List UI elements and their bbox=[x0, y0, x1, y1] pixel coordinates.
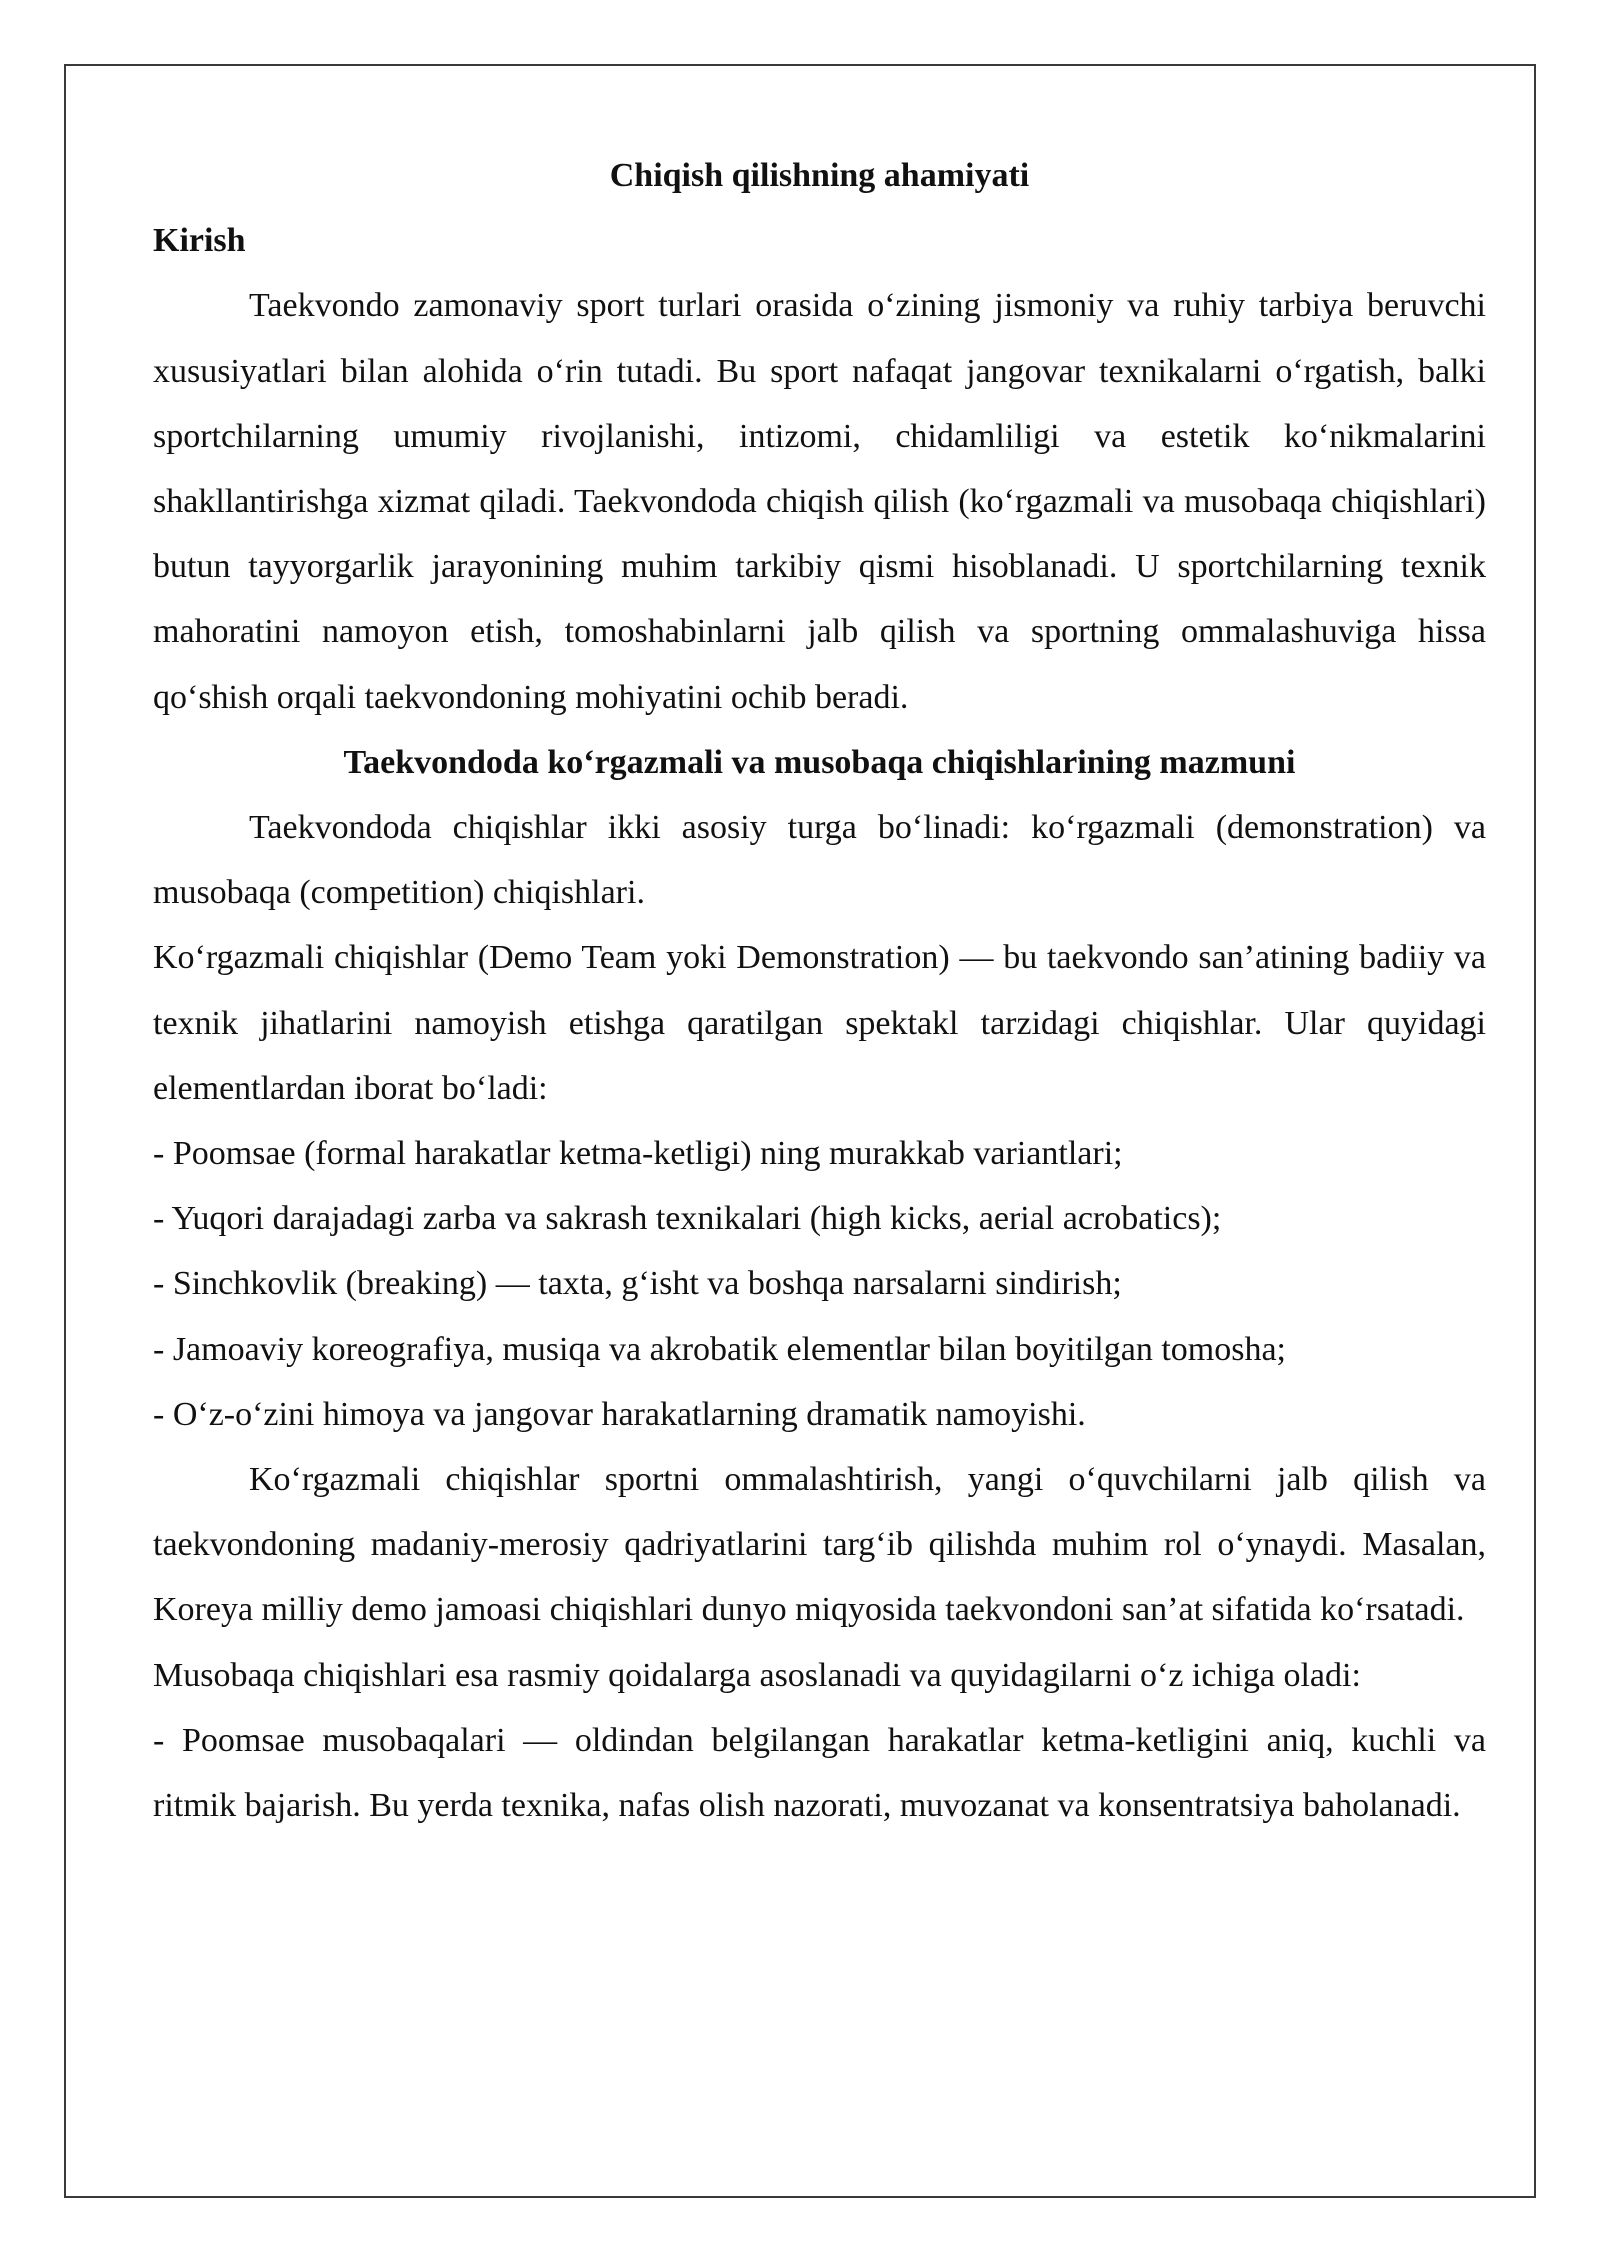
demo-list-item: - O‘z-o‘zini himoya va jangovar harakatlarning dramatik namoyishi. bbox=[153, 1395, 1086, 1433]
document-body bbox=[153, 143, 1486, 1838]
demo-list-item: - Jamoaviy koreografiya, musiqa va akrobatik elementlar bilan boyitilgan tomosha; bbox=[153, 1330, 1287, 1368]
document-title: Chiqish qilishning ahamiyati bbox=[609, 157, 1030, 194]
section-paragraph: Taekvondoda chiqishlar ikki asosiy turga bo‘linadi: ko‘rgazmali (demonstration) va musobaqa (competition) chiqishlari. bbox=[153, 809, 1486, 912]
section-heading: Taekvondoda ko‘rgazmali va musobaqa chiqishlarining mazmuni bbox=[343, 743, 1296, 781]
demo-summary-paragraph: Ko‘rgazmali chiqishlar sportni ommalashtirish, yangi o‘quvchilarni jalb qilish va taekvondoning madaniy-merosiy qadriyatlarini targ‘ib qilishda muhim rol o‘ynaydi. Masalan, Koreya milliy demo jamoasi chiqishlari dunyo miqyosida taekvondoni san’at sifatida ko‘rsatadi. bbox=[153, 1461, 1486, 1629]
intro-heading: Kirish bbox=[153, 222, 246, 260]
demo-paragraph: Ko‘rgazmali chiqishlar (Demo Team yoki Demonstration) — bu taekvondo san’atining badiiy va texnik jihatlarini namoyish etishga qaratilgan spektakl tarzidagi chiqishlar. Ular quyidagi elementlardan iborat bo‘ladi: bbox=[153, 939, 1486, 1107]
demo-list-item: - Yuqori darajadagi zarba va sakrash texnikalari (high kicks, aerial acrobatics); bbox=[153, 1200, 1222, 1238]
competition-list-item: - Poomsae musobaqalari — oldindan belgilangan harakatlar ketma-ketligini aniq, kuchli va ritmik bajarish. Bu yerda texnika, nafas olish nazorati, muvozanat va konsentratsiya baholanadi. bbox=[153, 1721, 1486, 1825]
demo-list-item: - Sinchkovlik (breaking) — taxta, g‘isht va boshqa narsalarni sindirish; bbox=[153, 1265, 1122, 1303]
competition-paragraph: Musobaqa chiqishlari esa rasmiy qoidalarga asoslanadi va quyidagilarni o‘z ichiga oladi: bbox=[153, 1656, 1361, 1694]
demo-list-item: - Poomsae (formal harakatlar ketma-ketligi) ning murakkab variantlari; bbox=[153, 1135, 1123, 1173]
intro-paragraph: Taekvondo zamonaviy sport turlari orasida o‘zining jismoniy va ruhiy tarbiya beruvchi xususiyatlari bilan alohida o‘rin tutadi. Bu sport nafaqat jangovar texnikalarni o‘rgatish, balki sportchilarning umumiy rivojlanishi, intizomi, chidamliligi va estetik ko‘nikmalarini shakllantirishga xizmat qiladi. Taekvondoda chiqish qilish (ko‘rgazmali va musobaqa chiqishlari) butun tayyorgarlik jarayonining muhim tarkibiy qismi hisoblanadi. U sportchilarning texnik mahoratini namoyon etish, tomoshabinlarni jalb qilish va sportning ommalashuviga hissa qo‘shish orqali taekvondoning mohiyatini ochib beradi. bbox=[153, 287, 1486, 716]
